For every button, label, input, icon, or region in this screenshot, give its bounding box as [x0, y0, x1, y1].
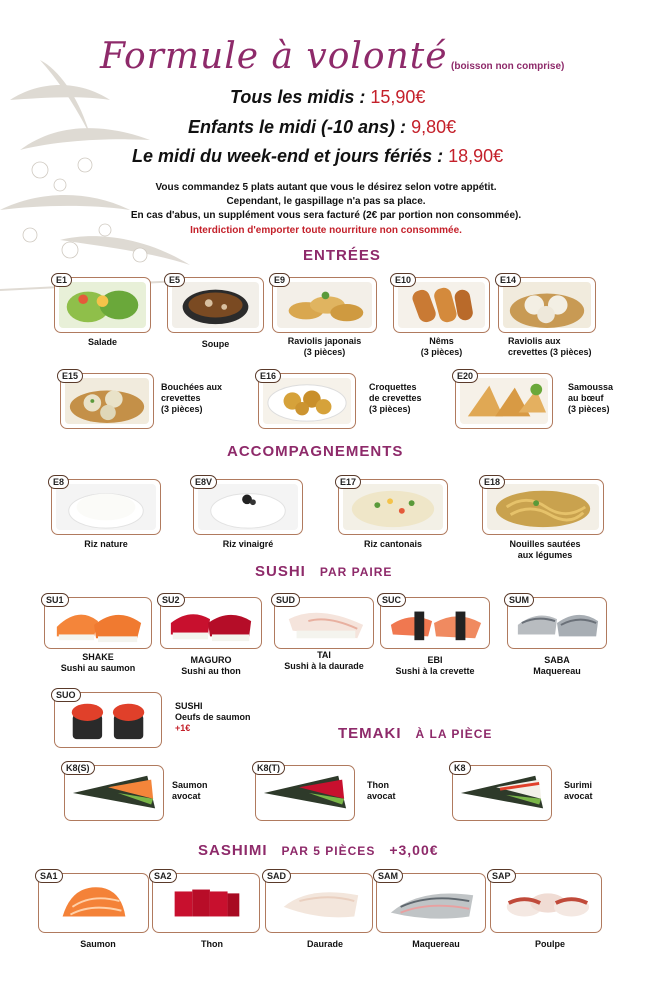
- dish-label: Riz nature: [84, 539, 128, 549]
- dish-card[interactable]: [167, 277, 264, 333]
- dish-card[interactable]: [393, 277, 490, 333]
- dish-card[interactable]: [265, 873, 373, 933]
- dish-code: K8: [449, 761, 471, 775]
- dish-code: E8: [48, 475, 69, 489]
- dish-label: Raviolis aux crevettes (3 pièces): [508, 336, 592, 357]
- dish-card[interactable]: [54, 692, 162, 748]
- soup-photo: [172, 282, 259, 328]
- info-line-2: Cependant, le gaspillage n'a pas sa place.: [226, 196, 426, 207]
- fried-noodles-photo: [487, 484, 599, 530]
- dish-label: Croquettes de crevettes (3 pièces): [369, 382, 422, 414]
- dish-label: Thon: [201, 939, 223, 949]
- dish-label: Bouchées aux crevettes (3 pièces): [161, 382, 223, 414]
- dish-code: E20: [452, 369, 478, 383]
- dish-label: Nouilles sautées aux légumes: [509, 539, 581, 560]
- info-line-3: En cas d'abus, un supplément vous sera facturé (2€ par portion non consommée).: [130, 210, 522, 221]
- dish-code: SA1: [35, 869, 63, 883]
- gyoza-photo: [277, 282, 372, 328]
- dish-code: E1: [51, 273, 72, 287]
- shrimp-sushi-photo: [385, 602, 485, 644]
- dish-card[interactable]: [498, 277, 596, 333]
- shrimp-dumplings-photo: [503, 282, 591, 328]
- dish-code: SUC: [377, 593, 406, 607]
- tuna-sashimi-photo: [157, 878, 255, 928]
- section-temaki: TEMAKI À LA PIÈCE: [338, 725, 493, 742]
- dish-label: SUSHI Oeufs de saumon +1€: [175, 701, 251, 733]
- dish-card[interactable]: [482, 479, 604, 535]
- dish-code: SU1: [41, 593, 69, 607]
- dish-code: E14: [495, 273, 521, 287]
- dish-card[interactable]: [54, 277, 151, 333]
- dish-code: E15: [57, 369, 83, 383]
- section-entrees: ENTRÉES: [303, 247, 381, 264]
- dish-code: SUM: [504, 593, 534, 607]
- sea-bream-sashimi-photo: [270, 878, 368, 928]
- cantonese-rice-photo: [343, 484, 443, 530]
- dish-label: EBI Sushi à la crevette: [395, 655, 475, 676]
- dish-card[interactable]: [455, 373, 553, 429]
- dish-card[interactable]: [274, 597, 374, 649]
- dish-label: SABA Maquereau: [533, 655, 581, 676]
- dish-label: SHAKE Sushi au saumon: [60, 652, 136, 673]
- dish-card[interactable]: [507, 597, 607, 649]
- dish-code: E5: [164, 273, 185, 287]
- dish-code: SUO: [51, 688, 81, 702]
- dish-label: Surimi avocat: [564, 780, 593, 801]
- mackerel-sushi-photo: [512, 602, 602, 644]
- salmon-roe-sushi-photo: [59, 697, 157, 743]
- dish-code: SAP: [487, 869, 516, 883]
- salad-photo: [59, 282, 146, 328]
- bamboo-decoration: [0, 40, 200, 300]
- dish-card[interactable]: [152, 873, 260, 933]
- dish-card[interactable]: [258, 373, 356, 429]
- dish-label: Saumon avocat: [172, 780, 208, 801]
- dish-code: SAD: [262, 869, 291, 883]
- sashimi-supplement: +3,00€: [389, 842, 439, 858]
- dish-label: Maquereau: [412, 939, 460, 949]
- dish-label: Saumon: [80, 939, 116, 949]
- dish-card[interactable]: [272, 277, 377, 333]
- samosa-photo: [460, 378, 548, 424]
- dish-card[interactable]: [64, 765, 164, 821]
- info-line-1: Vous commandez 5 plats autant que vous le désirez selon votre appétit.: [155, 182, 497, 193]
- price-weekend: Le midi du week-end et jours fériés : 18,90€: [132, 146, 504, 166]
- dish-card[interactable]: [60, 373, 154, 429]
- tuna-sushi-photo: [165, 602, 257, 644]
- dish-label: Nêms (3 pièces): [420, 336, 463, 357]
- surimi-temaki-photo: [457, 770, 547, 816]
- dish-card[interactable]: [452, 765, 552, 821]
- dish-card[interactable]: [338, 479, 448, 535]
- dish-label: Daurade: [306, 939, 343, 949]
- dish-card[interactable]: [160, 597, 262, 649]
- menu-title: Formule à volonté: [100, 36, 448, 77]
- dish-code: E9: [269, 273, 290, 287]
- price-kids-amount: 9,80€: [411, 117, 457, 137]
- mackerel-sashimi-photo: [381, 878, 481, 928]
- salmon-temaki-photo: [69, 770, 159, 816]
- dish-code: E18: [479, 475, 505, 489]
- dish-card[interactable]: [193, 479, 303, 535]
- dish-label: Riz cantonais: [363, 539, 422, 549]
- price-lunch: Tous les midis : 15,90€: [230, 87, 426, 107]
- dish-label: Riz vinaigré: [222, 539, 274, 549]
- dish-label: Raviolis japonais (3 pièces): [287, 336, 362, 357]
- dish-label: Samoussa au bœuf (3 pièces): [568, 382, 614, 414]
- salmon-sashimi-photo: [43, 878, 144, 928]
- section-accompagnements: ACCOMPAGNEMENTS: [227, 443, 404, 460]
- price-kids: Enfants le midi (-10 ans) : 9,80€: [188, 117, 457, 137]
- dish-label: Salade: [87, 337, 118, 347]
- dish-card[interactable]: [255, 765, 355, 821]
- price-weekend-amount: 18,90€: [448, 146, 504, 166]
- dish-code: K8(S): [61, 761, 95, 775]
- shrimp-bites-photo: [65, 378, 149, 424]
- dish-label: MAGURO Sushi au thon: [181, 655, 241, 676]
- drink-note: (boisson non comprise): [451, 61, 565, 72]
- nems-photo: [398, 282, 485, 328]
- section-sashimi: SASHIMI PAR 5 PIÈCES +3,00€: [198, 842, 439, 859]
- dish-code: E16: [255, 369, 281, 383]
- takeaway-warning: Interdiction d'emporter toute nourriture non consommée.: [190, 225, 462, 236]
- dish-label: Poulpe: [534, 939, 565, 949]
- sea-bream-sushi-photo: [279, 602, 369, 644]
- dish-code: E10: [390, 273, 416, 287]
- dish-code: SU2: [157, 593, 185, 607]
- dish-card[interactable]: [44, 597, 152, 649]
- vinegar-rice-photo: [198, 484, 298, 530]
- dish-label: Thon avocat: [367, 780, 396, 801]
- dish-code: SA2: [149, 869, 177, 883]
- section-sushi: SUSHI PAR PAIRE: [255, 563, 393, 580]
- dish-card[interactable]: [380, 597, 490, 649]
- dish-code: K8(T): [252, 761, 285, 775]
- price-lunch-amount: 15,90€: [370, 87, 426, 107]
- salmon-sushi-photo: [49, 602, 147, 644]
- croquettes-photo: [263, 378, 351, 424]
- dish-code: E8V: [190, 475, 217, 489]
- octopus-sashimi-photo: [495, 878, 597, 928]
- dish-card[interactable]: [376, 873, 486, 933]
- dish-card[interactable]: [51, 479, 161, 535]
- dish-code: SAM: [373, 869, 403, 883]
- dish-label: TAI Sushi à la daurade: [284, 650, 364, 671]
- tuna-temaki-photo: [260, 770, 350, 816]
- supplement-price: +1€: [175, 723, 191, 733]
- dish-code: E17: [335, 475, 361, 489]
- dish-card[interactable]: [38, 873, 149, 933]
- dish-code: SUD: [271, 593, 300, 607]
- plain-rice-photo: [56, 484, 156, 530]
- dish-card[interactable]: [490, 873, 602, 933]
- dish-label: Soupe: [201, 339, 230, 349]
